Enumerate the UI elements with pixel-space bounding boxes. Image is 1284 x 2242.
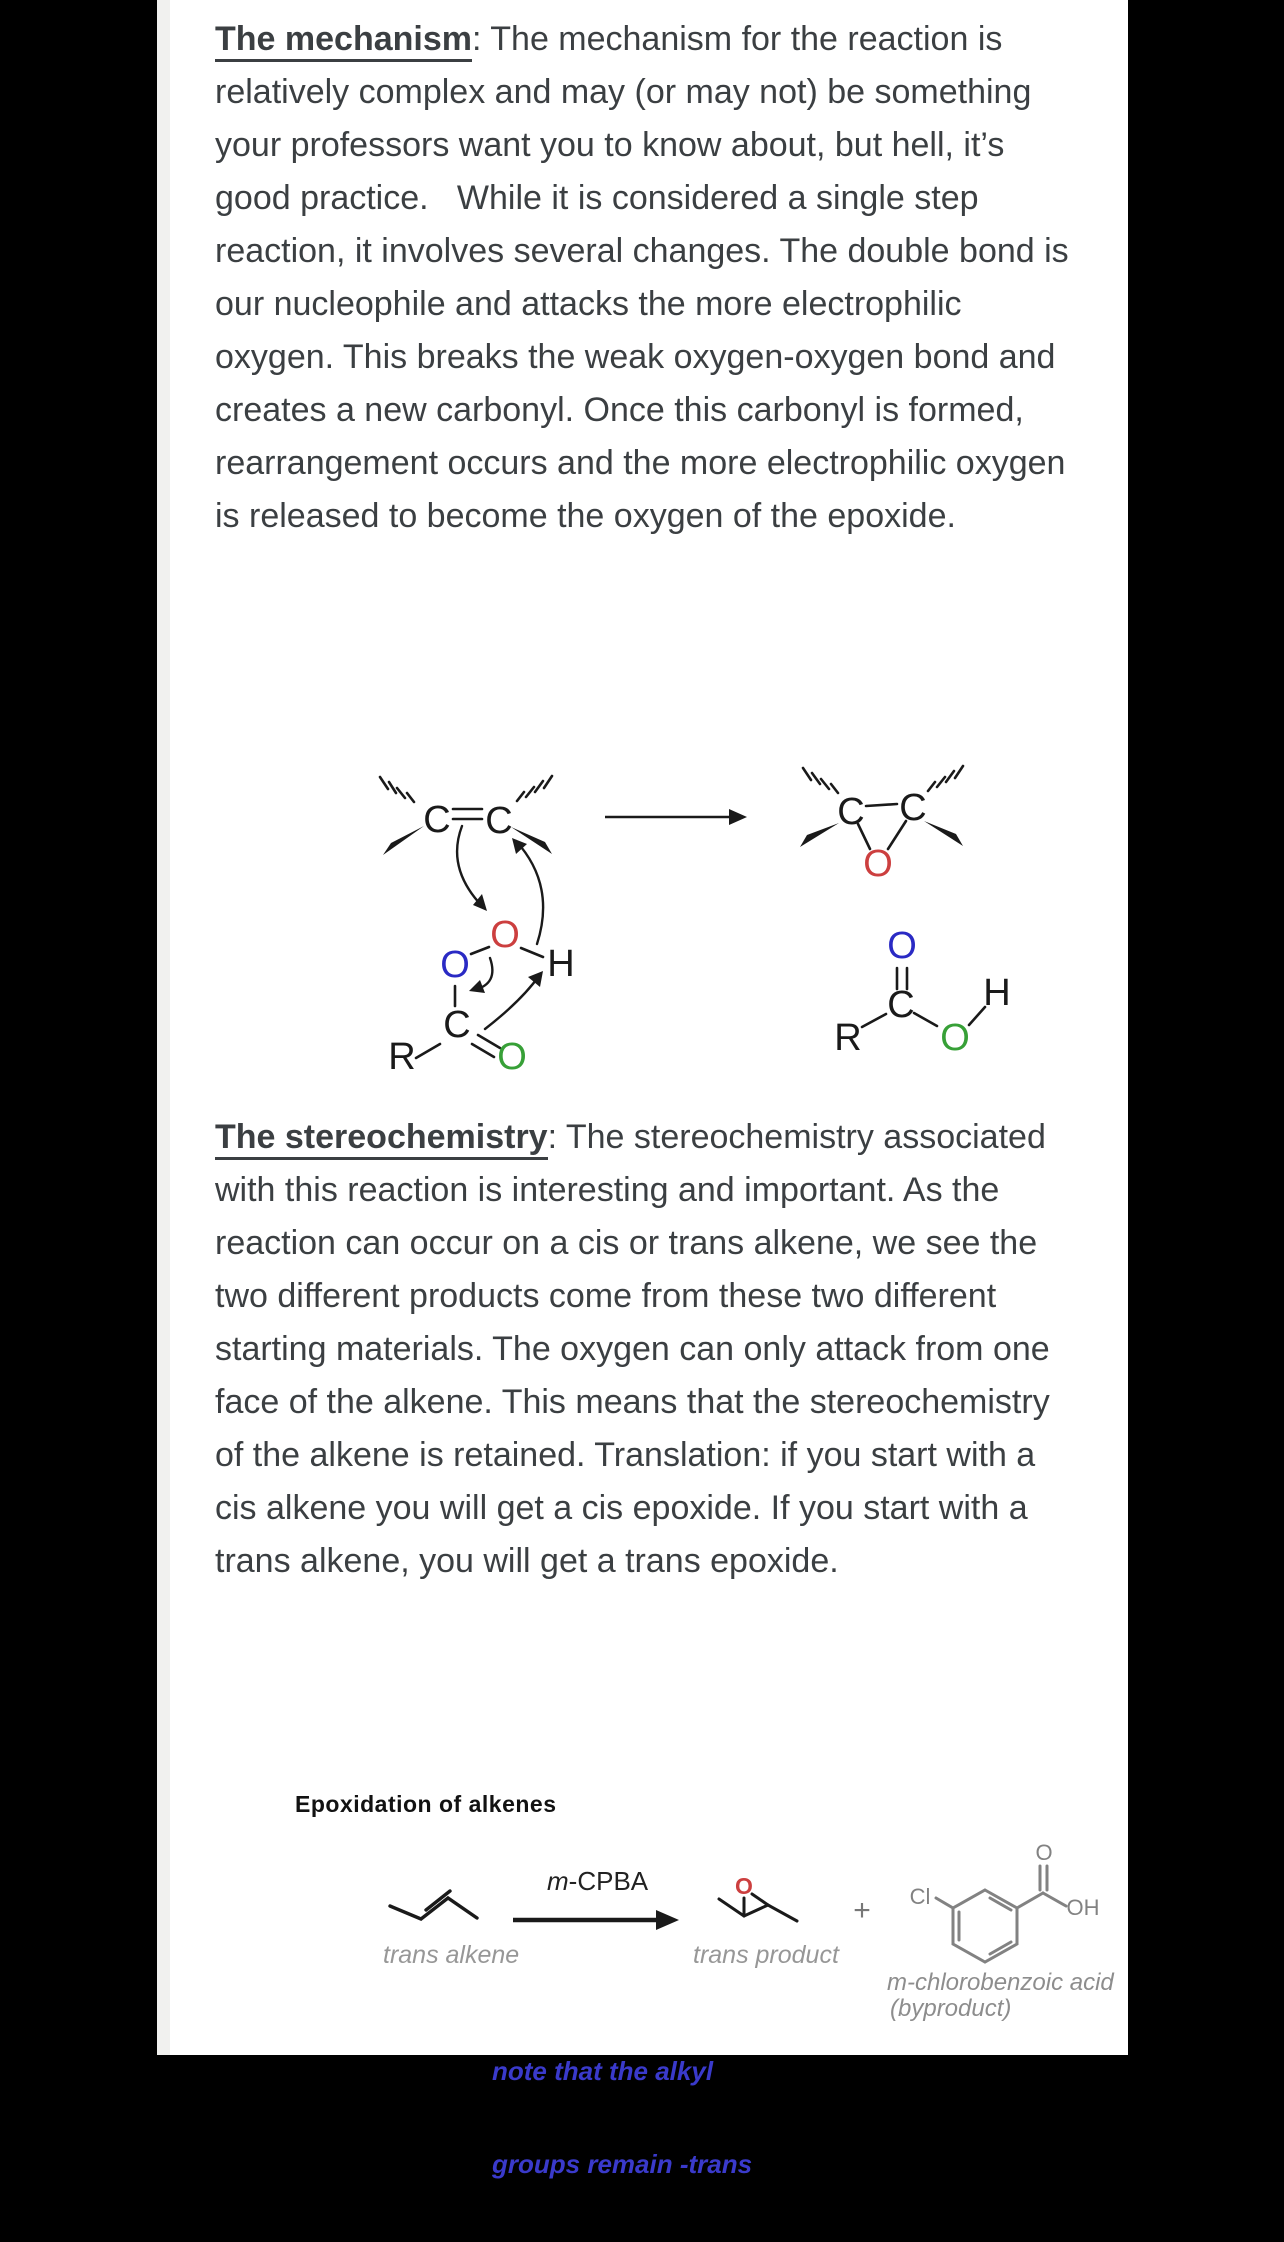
hash-bond bbox=[803, 768, 811, 780]
paragraph-line bbox=[215, 1111, 1050, 1164]
epoxide-oxygen-atom: O bbox=[735, 1873, 753, 1899]
trans-product-label: trans product bbox=[693, 1941, 839, 1969]
trans-alkene-structure bbox=[390, 1891, 477, 1919]
curved-arrow-carbonyl-to-h bbox=[485, 976, 539, 1029]
paragraph-line: your professors want you to know about, but hell, it’s bbox=[215, 126, 1005, 164]
hydrogen-atom: H bbox=[547, 943, 575, 985]
hydrogen-atom: H bbox=[983, 972, 1011, 1014]
carbonyl-oxygen-atom: O bbox=[497, 1036, 527, 1078]
epoxide-oxygen-atom: O bbox=[863, 843, 893, 885]
hydroxyl-group: OH bbox=[1066, 1895, 1100, 1920]
paragraph-line: is released to become the oxygen of the epoxide. bbox=[215, 497, 956, 535]
byproduct-name-label: m-chlorobenzoic acid bbox=[887, 1969, 1114, 1996]
reaction-arrow bbox=[513, 1910, 679, 1930]
paragraph-line: reaction can occur on a cis or trans alkene, we see the bbox=[215, 1224, 1038, 1262]
content-page bbox=[157, 0, 1128, 2179]
paragraph-line bbox=[215, 13, 1069, 66]
paragraph-line: reaction, it involves several changes. The double bond is bbox=[215, 232, 1069, 270]
trans-alkene-label: trans alkene bbox=[383, 1941, 520, 1969]
plus-sign: + bbox=[853, 1894, 871, 1927]
stereo-note-line: groups remain -trans bbox=[492, 2149, 753, 2179]
paragraph-line: trans alkene, you will get a trans epoxide. bbox=[215, 1542, 839, 1580]
reagent-meta-prefix: m bbox=[547, 1866, 569, 1896]
paragraph-line: relatively complex and may (or may not) be something bbox=[215, 73, 1032, 111]
peroxide-oxygen-atom: O bbox=[490, 914, 520, 956]
carbon-atom: C bbox=[423, 799, 451, 841]
paragraph-line: with this reaction is interesting and important. As the bbox=[215, 1171, 1000, 1209]
arrowhead bbox=[729, 809, 747, 825]
paragraph-stereochemistry bbox=[215, 1111, 1050, 1588]
arrowhead bbox=[656, 1910, 679, 1930]
stereo-note-line: note that the alkyl bbox=[492, 2056, 714, 2086]
paragraph-line: face of the alkene. This means that the stereochemistry bbox=[215, 1383, 1050, 1421]
chlorobenzoic-acid-structure bbox=[936, 1866, 1066, 1962]
carbonyl-oxygen-atom: O bbox=[1035, 1840, 1053, 1865]
stereo-note bbox=[492, 1994, 752, 2242]
paragraph-line: creates a new carbonyl. Once this carbonyl is formed, bbox=[215, 391, 1024, 429]
hash-bond bbox=[407, 793, 414, 802]
hash-bond bbox=[380, 777, 388, 789]
carbon-atom: C bbox=[899, 787, 927, 829]
trans-product-structure bbox=[719, 1894, 797, 1921]
wedge-bond bbox=[800, 823, 839, 847]
benzene-ring bbox=[953, 1890, 1017, 1962]
carbon-atom: C bbox=[443, 1004, 471, 1046]
stereochemistry-heading: The stereochemistry bbox=[215, 1118, 548, 1160]
paragraph-line: rearrangement occurs and the more electrophilic oxygen bbox=[215, 444, 1066, 482]
hash-bond bbox=[928, 782, 935, 791]
byproduct-sub-label: (byproduct) bbox=[890, 1995, 1012, 2022]
paragraph-line: two different products come from these two different bbox=[215, 1277, 997, 1315]
mechanism-heading-suffix: : The mechanism for the reaction is bbox=[471, 20, 1003, 58]
curved-arrow-pi-to-oxygen bbox=[457, 826, 482, 906]
hash-bond bbox=[946, 771, 954, 782]
hash-bond bbox=[812, 773, 820, 784]
paragraph-line: starting materials. The oxygen can only attack from one bbox=[215, 1330, 1050, 1368]
paragraph-line: of the alkene is retained. Translation: if you start with a bbox=[215, 1436, 1036, 1474]
hash-bond bbox=[821, 779, 829, 789]
carbon-atom: C bbox=[887, 984, 915, 1026]
ester-oxygen-atom: O bbox=[440, 944, 470, 986]
wedge-bond bbox=[383, 826, 424, 855]
chlorine-atom: Cl bbox=[909, 1884, 931, 1909]
paragraph-mechanism bbox=[215, 13, 1069, 543]
hash-bond bbox=[955, 766, 963, 778]
paragraph-line: good practice. While it is considered a single step bbox=[215, 179, 979, 217]
carbon-atom: C bbox=[485, 800, 513, 842]
r-group: R bbox=[388, 1036, 416, 1078]
carbonyl-oxygen-atom: O bbox=[887, 925, 917, 967]
carbon-atom: C bbox=[837, 791, 865, 833]
paragraph-line: oxygen. This breaks the weak oxygen-oxygen bond and bbox=[215, 338, 1056, 376]
hash-bond bbox=[397, 788, 405, 798]
hydroxyl-oxygen-atom: O bbox=[940, 1017, 970, 1059]
hash-bond bbox=[526, 787, 534, 797]
page-left-edge bbox=[157, 0, 170, 2055]
r-group: R bbox=[834, 1017, 862, 1059]
reaction-arrow bbox=[605, 809, 747, 825]
epoxidation-mechanism-diagram bbox=[330, 760, 1050, 1110]
mechanism-heading: The mechanism bbox=[215, 20, 472, 62]
hash-bond bbox=[389, 782, 396, 793]
hash-bond bbox=[937, 777, 945, 787]
curved-arrow-oxygen-to-carbon bbox=[516, 841, 543, 944]
paragraph-line: our nucleophile and attacks the more electrophilic bbox=[215, 285, 962, 323]
wedge-bond bbox=[924, 821, 963, 846]
figure-title: Epoxidation of alkenes bbox=[295, 1791, 557, 1817]
hash-bond bbox=[517, 792, 524, 801]
hash-bond bbox=[544, 776, 552, 788]
paragraph-line: cis alkene you will get a cis epoxide. If you start with a bbox=[215, 1489, 1028, 1527]
stereochemistry-heading-suffix: : The stereochemistry associated bbox=[547, 1118, 1046, 1156]
hash-bond bbox=[535, 781, 543, 792]
arrowhead bbox=[528, 971, 543, 987]
reagent-name: -CPBA bbox=[568, 1866, 649, 1896]
